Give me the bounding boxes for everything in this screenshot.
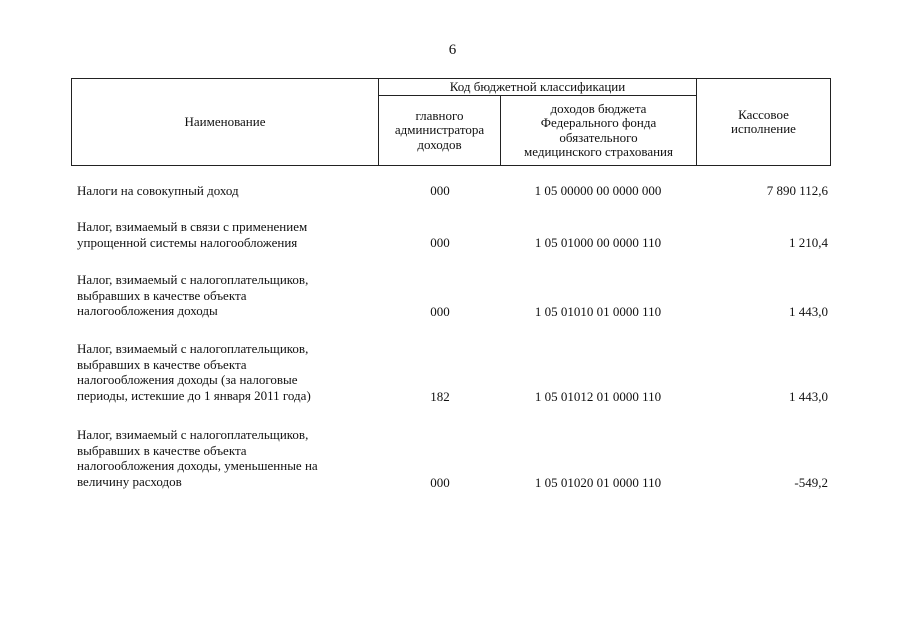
- row-name-line: Налог, взимаемый с налогоплательщиков,: [77, 427, 309, 442]
- row-name: [77, 183, 377, 199]
- header-budget-income: [501, 96, 696, 165]
- header-right-border: [830, 78, 831, 166]
- header-budget-income-line: обязательного: [559, 129, 638, 145]
- row-name-line: налогообложения доходы (за налоговые: [77, 372, 298, 387]
- row-bk-code: 1 05 01000 00 0000 110: [534, 235, 662, 250]
- row-name: [77, 341, 377, 403]
- row-name-line: Налог, взимаемый с налогоплательщиков,: [77, 272, 309, 287]
- row-bk-code: 1 05 01012 01 0000 110: [534, 389, 662, 404]
- header-bk-code-text: Код бюджетной классификации: [449, 78, 626, 94]
- row-name: [77, 219, 377, 250]
- header-execution-line: Кассовое: [738, 106, 789, 122]
- row-admin-code: 182: [430, 389, 450, 404]
- row-name-line: Налоги на совокупный доход: [77, 183, 239, 198]
- row-admin-code: 000: [430, 183, 450, 198]
- row-name-line: налогообложения доходы: [77, 303, 218, 318]
- row-name-line: выбравших в качестве объекта: [77, 442, 247, 458]
- row-name-line: выбравших в качестве объекта: [77, 356, 247, 372]
- header-admin-line: главного: [415, 107, 464, 123]
- header-admin-line: администратора: [394, 122, 485, 138]
- row-value: 1 443,0: [789, 389, 828, 404]
- row-bk-code: 1 05 00000 00 0000 000: [534, 183, 662, 198]
- header-name: [72, 79, 378, 165]
- row-name-line: периоды, истекшие до 1 января 2011 года): [77, 387, 311, 403]
- header-execution: [697, 79, 830, 165]
- row-bk-code: 1 05 01010 01 0000 110: [534, 304, 662, 319]
- header-execution-line: исполнение: [731, 121, 796, 136]
- row-admin-code: 000: [430, 235, 450, 250]
- row-name-line: Налог, взимаемый с налогоплательщиков,: [77, 341, 309, 356]
- header-budget-income-line: медицинского страхования: [524, 144, 673, 159]
- header-admin-line: доходов: [417, 136, 462, 152]
- row-bk-code: 1 05 01020 01 0000 110: [534, 475, 662, 490]
- header-bk-code: [379, 79, 696, 95]
- row-name: [77, 272, 377, 319]
- row-name-line: упрощенной системы налогообложения: [77, 234, 298, 250]
- header-budget-income-line: доходов бюджета: [550, 100, 647, 116]
- row-admin-code: 000: [430, 304, 450, 319]
- row-admin-code: 000: [430, 475, 450, 490]
- header-admin: [379, 96, 500, 165]
- row-name-line: выбравших в качестве объекта: [77, 287, 247, 303]
- header-name-text: Наименование: [184, 113, 266, 129]
- header-bottom-border: [71, 165, 831, 166]
- row-name-line: величину расходов: [77, 473, 182, 489]
- row-name-line: Налог, взимаемый в связи с применением: [77, 219, 308, 234]
- row-value: 7 890 112,6: [766, 183, 828, 198]
- row-name: [77, 427, 377, 489]
- row-value: 1 443,0: [789, 304, 828, 319]
- header-budget-income-line: Федерального фонда: [540, 115, 657, 130]
- row-value: 1 210,4: [789, 235, 828, 250]
- page-number: 6: [448, 42, 457, 58]
- row-name-line: налогообложения доходы, уменьшенные на: [77, 458, 318, 473]
- row-value: -549,2: [794, 475, 828, 490]
